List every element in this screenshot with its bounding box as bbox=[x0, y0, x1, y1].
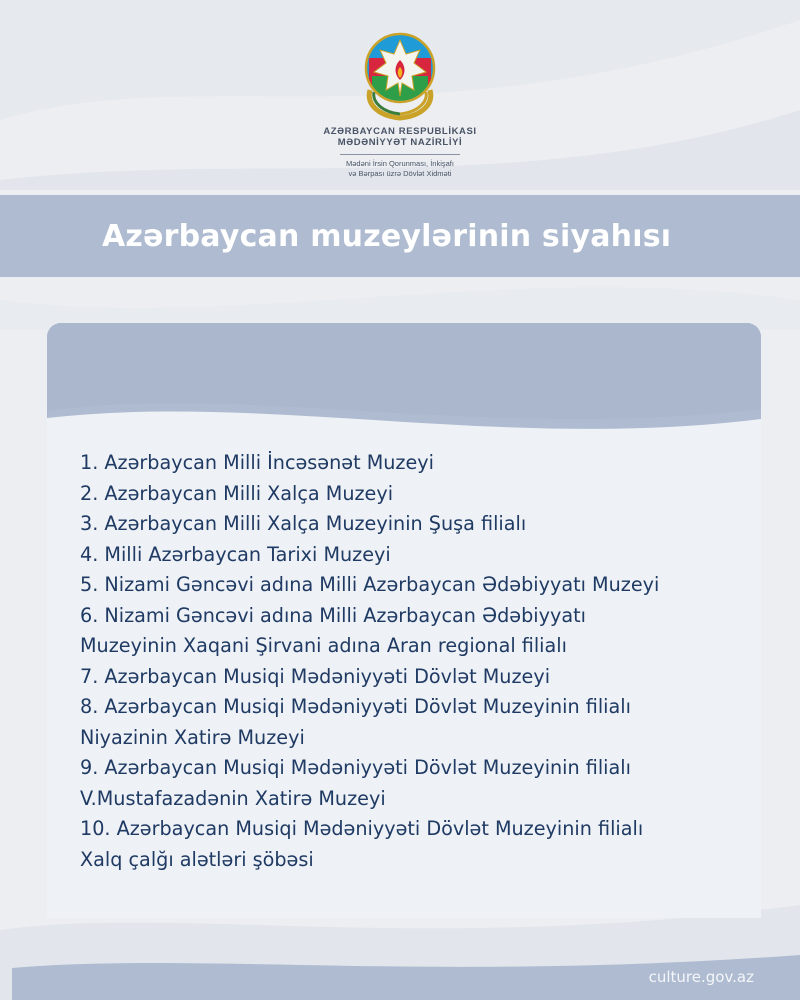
museum-list-item: 10. Azərbaycan Musiqi Mədəniyyəti Dövlət Muzeyinin filialı bbox=[80, 817, 644, 840]
museum-list-item: 4. Milli Azərbaycan Tarixi Muzeyi bbox=[80, 542, 391, 566]
museum-list bbox=[80, 448, 770, 875]
museum-list-item: 8. Azərbaycan Musiqi Mədəniyyəti Dövlət Muzeyinin filialı bbox=[80, 695, 631, 718]
museum-list-item: 5. Nizami Gəncəvi adına Milli Azərbaycan Ədəbiyyatı Muzeyi bbox=[80, 573, 660, 596]
title-band bbox=[0, 195, 800, 277]
azerbaijan-state-emblem-icon bbox=[360, 30, 440, 122]
museum-list-item: 1. Azərbaycan Milli İncəsənət Muzeyi bbox=[80, 451, 434, 474]
service-name bbox=[346, 159, 454, 179]
museum-list-item: Muzeyinin Xaqani Şirvani adına Aran regional filialı bbox=[80, 634, 567, 657]
service-name-line2: və Bərpası üzrə Dövlət Xidməti bbox=[348, 169, 452, 178]
museum-list-item: Xalq çalğı alətləri şöbəsi bbox=[80, 847, 314, 871]
museum-list-item: 7. Azərbaycan Musiqi Mədəniyyəti Dövlət Muzeyi bbox=[80, 664, 551, 688]
museum-list-item: 6. Nizami Gəncəvi adına Milli Azərbaycan Ədəbiyyatı bbox=[80, 603, 586, 627]
ministry-name bbox=[323, 126, 476, 148]
footer-url: culture.gov.az bbox=[648, 968, 754, 986]
museum-list-item: Niyazinin Xatirə Muzeyi bbox=[80, 725, 305, 749]
ministry-name-line2: MƏDƏNİYYƏT NAZİRLİYİ bbox=[337, 137, 463, 148]
museum-list-item: 3. Azərbaycan Milli Xalça Muzeyinin Şuşa filialı bbox=[80, 512, 527, 535]
service-name-line1: Mədəni İrsin Qorunması, İnkişafı bbox=[346, 159, 454, 168]
museum-list-item: V.Mustafazadənin Xatirə Muzeyi bbox=[80, 786, 386, 810]
page-title: Azərbaycan muzeylərinin siyahısı bbox=[102, 218, 672, 254]
ministry-logo bbox=[0, 30, 800, 179]
museum-list-item: 9. Azərbaycan Musiqi Mədəniyyəti Dövlət Muzeyinin filialı bbox=[80, 756, 631, 779]
logo-divider bbox=[340, 154, 460, 155]
ministry-name-line1: AZƏRBAYCAN RESPUBLİKASI bbox=[323, 126, 477, 137]
museum-list-item: 2. Azərbaycan Milli Xalça Muzeyi bbox=[80, 481, 394, 505]
